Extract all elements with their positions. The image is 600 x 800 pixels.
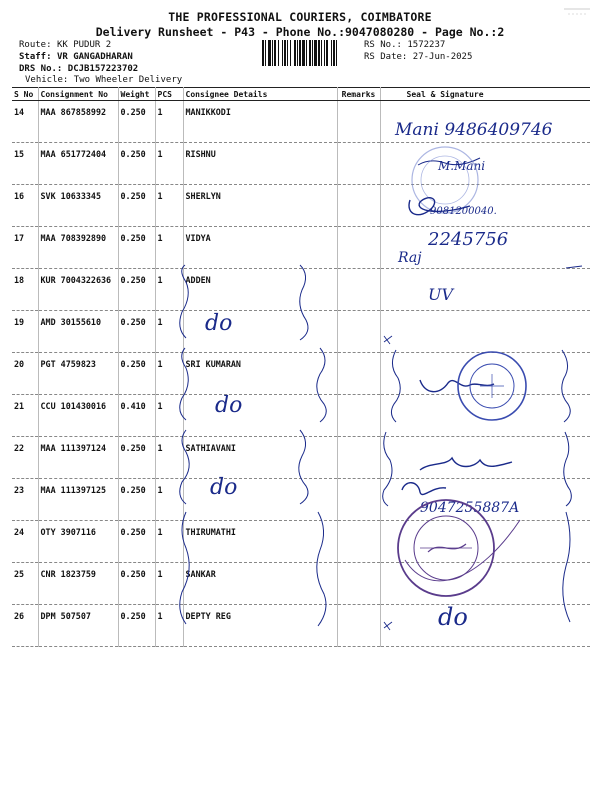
staff-line — [19, 52, 133, 62]
cell-sno: 26 — [12, 605, 38, 647]
cell-seal-signature — [380, 185, 590, 227]
table-row — [12, 479, 590, 521]
cell-consignment: MAA 111397125 — [38, 479, 118, 521]
company-title: THE PROFESSIONAL COURIERS, COIMBATORE — [168, 10, 432, 24]
cell-weight: 0.250 — [118, 227, 155, 269]
cell-sno: 16 — [12, 185, 38, 227]
cell-remarks — [337, 563, 380, 605]
runsheet-table-wrap — [12, 87, 590, 632]
vehicle-label: Vehicle: — [25, 75, 69, 85]
cell-consignee: SRI KUMARAN — [183, 353, 337, 395]
cell-sno: 23 — [12, 479, 38, 521]
table-row — [12, 437, 590, 479]
cell-weight: 0.250 — [118, 269, 155, 311]
drs-label: DRS No.: — [19, 64, 63, 74]
table-row — [12, 563, 590, 605]
table-row — [12, 353, 590, 395]
cell-weight: 0.250 — [118, 479, 155, 521]
col-weight: Weight — [118, 88, 155, 101]
cell-pcs: 1 — [155, 479, 183, 521]
cell-pcs: 1 — [155, 521, 183, 563]
col-consignment: Consignment No — [38, 88, 118, 101]
col-remarks: Remarks — [337, 88, 380, 101]
cell-weight: 0.250 — [118, 353, 155, 395]
cell-consignee: SANKAR — [183, 563, 337, 605]
cell-consignee: SHERLYN — [183, 185, 337, 227]
staff-value: VR GANGADHARAN — [56, 52, 133, 62]
cell-consignee — [183, 479, 337, 521]
drs-value: DCJB157223702 — [67, 64, 139, 74]
cell-remarks — [337, 353, 380, 395]
cell-consignment: MAA 708392890 — [38, 227, 118, 269]
table-row — [12, 227, 590, 269]
route-label: Route: — [19, 40, 52, 50]
vehicle-value: Two Wheeler Delivery — [73, 75, 183, 85]
cell-consignee: VIDYA — [183, 227, 337, 269]
rs-no-line — [364, 40, 445, 50]
table-header-row — [12, 88, 590, 101]
cell-remarks — [337, 395, 380, 437]
cell-consignee: MANIKKODI — [183, 101, 337, 143]
cell-weight: 0.250 — [118, 101, 155, 143]
cell-pcs: 1 — [155, 563, 183, 605]
phone-row16: 9081200040. — [430, 206, 497, 217]
cell-remarks — [337, 605, 380, 647]
cell-seal-signature — [380, 101, 590, 143]
cell-sno: 21 — [12, 395, 38, 437]
rs-date-value: 27-Jun-2025 — [412, 52, 473, 62]
staff-label: Staff: — [19, 52, 52, 62]
cell-seal-signature — [380, 353, 590, 395]
cell-consignment: MAA 651772404 — [38, 143, 118, 185]
cell-weight: 0.250 — [118, 311, 155, 353]
runsheet-table — [12, 87, 590, 647]
route-value: KK PUDUR 2 — [56, 40, 112, 50]
corner-mark-icon — [562, 6, 592, 18]
cell-remarks — [337, 521, 380, 563]
table-row — [12, 101, 590, 143]
cell-sno: 24 — [12, 521, 38, 563]
cell-consignee: THIRUMATHI — [183, 521, 337, 563]
cell-sno: 22 — [12, 437, 38, 479]
cell-seal-signature — [380, 563, 590, 605]
cell-remarks — [337, 479, 380, 521]
cell-pcs: 1 — [155, 227, 183, 269]
runsheet-title: Delivery Runsheet - P43 - Phone No.:9047080280 - Page No.:2 — [95, 25, 505, 39]
cell-remarks — [337, 101, 380, 143]
table-row — [12, 311, 590, 353]
cell-consignee: DEPTY REG — [183, 605, 337, 647]
cell-weight: 0.250 — [118, 143, 155, 185]
cell-seal-signature — [380, 521, 590, 563]
cell-pcs: 1 — [155, 395, 183, 437]
cell-pcs: 1 — [155, 605, 183, 647]
cell-sno: 15 — [12, 143, 38, 185]
phone-row23: 9047255887A — [420, 500, 520, 516]
cell-weight: 0.250 — [118, 437, 155, 479]
cell-consignee: SATHIAVANI — [183, 437, 337, 479]
cell-consignee — [183, 311, 337, 353]
signature-row18: UV — [428, 285, 454, 304]
cell-consignment: AMD 30155610 — [38, 311, 118, 353]
cell-pcs: 1 — [155, 353, 183, 395]
cell-seal-signature — [380, 143, 590, 185]
cell-consignee: ADDEN — [183, 269, 337, 311]
table-row — [12, 605, 590, 647]
vehicle-line — [25, 75, 182, 85]
cell-sno: 17 — [12, 227, 38, 269]
ditto-row21: do — [215, 393, 243, 418]
cell-seal-signature — [380, 437, 590, 479]
cell-remarks — [337, 185, 380, 227]
cell-seal-signature — [380, 269, 590, 311]
drs-line — [19, 64, 138, 74]
cell-weight: 0.410 — [118, 395, 155, 437]
signature-row15: M.Mani — [438, 159, 486, 173]
cell-consignment: MAA 867858992 — [38, 101, 118, 143]
table-row — [12, 143, 590, 185]
cell-remarks — [337, 311, 380, 353]
cell-consignee — [183, 395, 337, 437]
cell-seal-signature — [380, 479, 590, 521]
cell-consignment: OTY 3907116 — [38, 521, 118, 563]
col-consignee: Consignee Details — [183, 88, 337, 101]
col-seal-signature: Seal & Signature — [380, 88, 590, 101]
ditto-row26: do — [438, 603, 468, 631]
cell-consignment: CCU 101430016 — [38, 395, 118, 437]
col-pcs: PCS — [155, 88, 183, 101]
cell-pcs: 1 — [155, 143, 183, 185]
cell-consignment: DPM 507507 — [38, 605, 118, 647]
rs-date-label: RS Date: — [364, 52, 408, 62]
cell-remarks — [337, 227, 380, 269]
cell-remarks — [337, 143, 380, 185]
rs-date-line — [364, 52, 472, 62]
cell-sno: 20 — [12, 353, 38, 395]
ditto-row19: do — [205, 311, 233, 336]
cell-seal-signature — [380, 311, 590, 353]
cell-consignment: CNR 1823759 — [38, 563, 118, 605]
rs-no-value: 1572237 — [407, 40, 446, 50]
cell-pcs: 1 — [155, 311, 183, 353]
cell-sno: 19 — [12, 311, 38, 353]
cell-consignment: MAA 111397124 — [38, 437, 118, 479]
cell-weight: 0.250 — [118, 185, 155, 227]
col-sno: S No — [12, 88, 38, 101]
cell-weight: 0.250 — [118, 521, 155, 563]
cell-consignment: KUR 7004322636 — [38, 269, 118, 311]
table-row — [12, 269, 590, 311]
cell-weight: 0.250 — [118, 563, 155, 605]
cell-sno: 14 — [12, 101, 38, 143]
phone-row17: 2245756 — [428, 229, 509, 250]
table-row — [12, 395, 590, 437]
name-row17: Raj — [398, 250, 422, 266]
signature-row14: Mani 9486409746 — [395, 120, 553, 140]
cell-pcs: 1 — [155, 269, 183, 311]
cell-pcs: 1 — [155, 101, 183, 143]
table-row — [12, 521, 590, 563]
cell-sno: 18 — [12, 269, 38, 311]
cell-consignment: PGT 4759823 — [38, 353, 118, 395]
cell-sno: 25 — [12, 563, 38, 605]
cell-seal-signature — [380, 227, 590, 269]
cell-pcs: 1 — [155, 185, 183, 227]
cell-consignment: SVK 10633345 — [38, 185, 118, 227]
cell-consignee: RISHNU — [183, 143, 337, 185]
cell-seal-signature — [380, 605, 590, 647]
route-line — [19, 40, 111, 50]
ditto-row23: do — [210, 475, 238, 500]
cell-seal-signature — [380, 395, 590, 437]
table-row — [12, 185, 590, 227]
cell-remarks — [337, 269, 380, 311]
barcode-icon — [262, 40, 358, 66]
rs-no-label: RS No.: — [364, 40, 402, 50]
cell-weight: 0.250 — [118, 605, 155, 647]
cell-remarks — [337, 437, 380, 479]
cell-pcs: 1 — [155, 437, 183, 479]
